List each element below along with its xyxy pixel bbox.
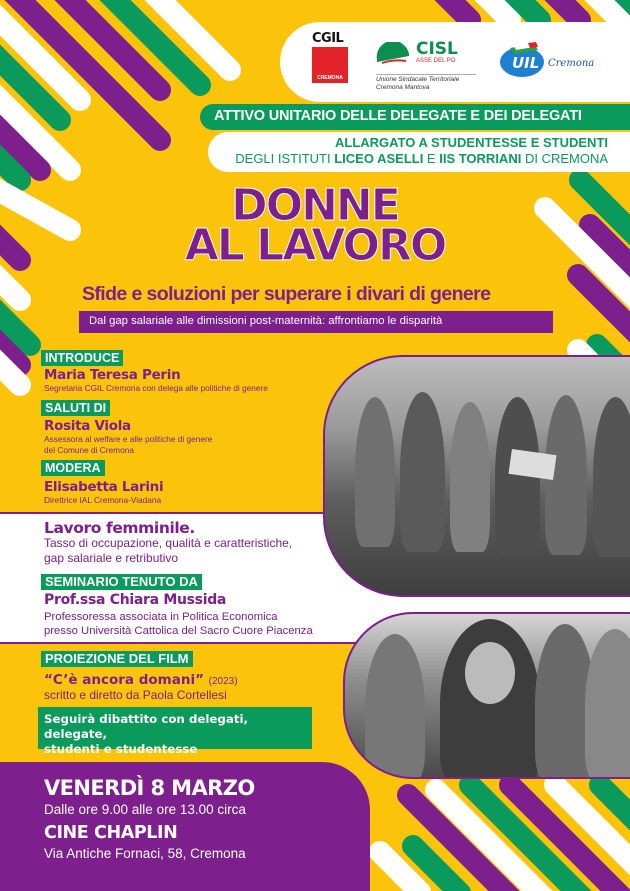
- audience-bar: [208, 132, 630, 172]
- cisl-description: [376, 74, 476, 92]
- theme-text: Dal gap salariale alle dimissioni post-maternità: affrontiamo le disparità: [89, 315, 443, 327]
- speaker-name: Maria Teresa Perin: [44, 367, 181, 383]
- title-line1: DONNE: [231, 180, 399, 231]
- cisl-dome-icon: [376, 42, 410, 64]
- speaker-role: [44, 610, 313, 638]
- subtitle: Sfide e soluzioni per superare i divari di genere: [82, 283, 491, 305]
- film-title: [44, 672, 238, 688]
- tag-saluti: SALUTI DI: [41, 400, 110, 416]
- film-name: “C’è ancora domani”: [44, 672, 204, 688]
- tag-introduce: INTRODUCE: [41, 350, 123, 366]
- speaker-role: Segretaria CGIL Cremona con delega alle politiche di genere: [44, 383, 268, 393]
- audience-line1: ALLARGATO A STUDENTESSE E STUDENTI: [334, 135, 608, 150]
- film-credit: scritto e diretto da Paola Cortellesi: [44, 688, 227, 702]
- audience-text: E: [423, 151, 440, 166]
- cisl-desc-line1: Unione Sindacale Territoriale: [376, 76, 460, 83]
- cisl-subtitle: ASSE DEL PO: [416, 58, 456, 64]
- topic-line2: gap salariale e retributivo: [44, 551, 179, 565]
- cgil-wordmark: CGIL: [312, 31, 344, 46]
- speaker-name: Elisabetta Larini: [44, 479, 164, 495]
- school-iis-torriani: IIS TORRIANI: [439, 151, 522, 166]
- speaker-role-line2: presso Università Cattolica del Sacro Cuore Piacenza: [44, 625, 313, 637]
- speaker-role-line1: Professoressa associata in Politica Economica: [44, 611, 278, 623]
- uil-logo: [498, 40, 608, 80]
- audience-text: DEGLI ISTITUTI: [235, 151, 335, 166]
- event-type-text: ATTIVO UNITARIO DELLE DELEGATE E DEI DELEGATI: [214, 108, 582, 124]
- cgil-logo: [312, 32, 350, 83]
- topic-description: [44, 536, 292, 566]
- women-workers-photo: [323, 355, 630, 597]
- debate-line1: Seguirà dibattito con delegati, delegate,: [44, 712, 248, 741]
- event-type-bar: [200, 104, 630, 130]
- school-liceo-aselli: LICEO ASELLI: [334, 151, 424, 166]
- speaker-name: Prof.ssa Chiara Mussida: [44, 592, 227, 608]
- event-address: Via Antiche Fornaci, 58, Cremona: [44, 846, 246, 861]
- tag-seminario: SEMINARIO TENUTO DA: [41, 574, 202, 590]
- audience-text: DI CREMONA: [521, 151, 608, 166]
- event-venue: CINE CHAPLIN: [44, 823, 178, 843]
- film-year: (2023): [208, 676, 238, 687]
- theme-band: [79, 311, 553, 333]
- tag-proiezione: PROIEZIONE DEL FILM: [41, 651, 193, 667]
- speaker-role-line1: Assessora al welfare e alle politiche di genere: [44, 434, 213, 444]
- uil-city: Cremona: [548, 58, 595, 69]
- title-line2: AL LAVORO: [184, 220, 446, 271]
- speaker-role-line2: del Comune di Cremona: [44, 445, 134, 455]
- film-still-photo: [343, 612, 630, 779]
- debate-box: [38, 707, 312, 756]
- page-title: [150, 180, 480, 271]
- debate-line2: studenti e studentesse: [44, 742, 198, 756]
- topic-title: Lavoro femminile.: [44, 519, 195, 537]
- cisl-desc-line2: Cremona Mantova: [376, 84, 430, 91]
- cisl-wordmark: CISL: [416, 39, 458, 59]
- tag-modera: MODERA: [41, 460, 105, 476]
- topic-line1: Tasso di occupazione, qualità e caratteristiche,: [44, 536, 293, 550]
- speaker-role: Direttrice IAL Cremona-Viadana: [44, 495, 162, 505]
- event-date: VENERDÌ 8 MARZO: [44, 776, 255, 800]
- cgil-red-square: [312, 47, 348, 83]
- event-time: Dalle ore 9.00 alle ore 13.00 circa: [44, 802, 246, 817]
- speaker-name: Rosita Viola: [44, 418, 131, 434]
- uil-wordmark: UIL: [512, 54, 540, 72]
- audience-line2: [235, 151, 608, 166]
- cgil-city: CREMONA: [317, 75, 343, 81]
